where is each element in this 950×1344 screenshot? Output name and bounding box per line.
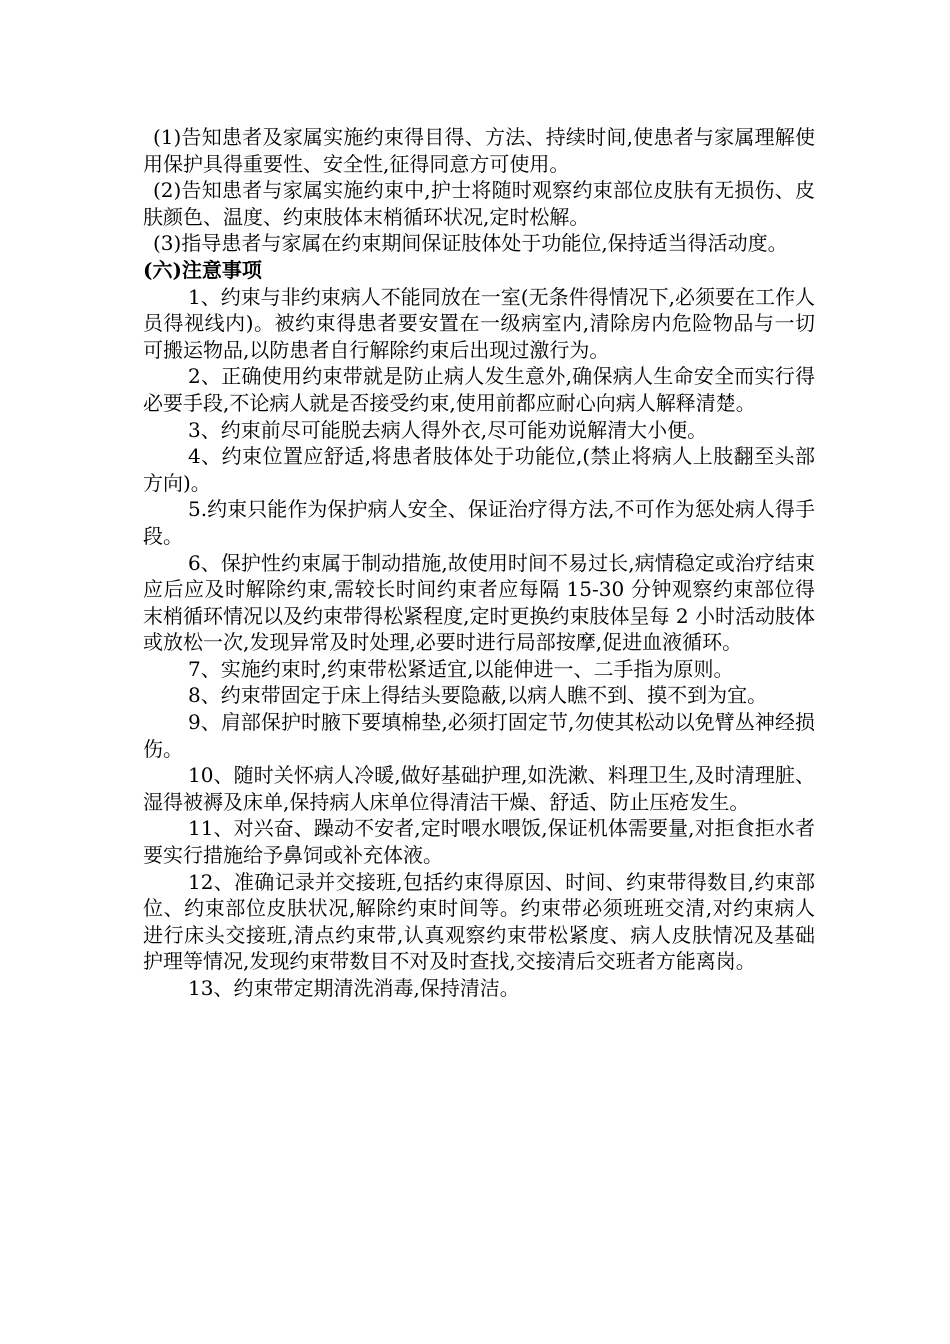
precaution-item-9: 9、肩部保护时腋下要填棉垫,必须打固定节,勿使其松动以免臂丛神经损伤。: [143, 710, 815, 761]
precaution-item-7: 7、实施约束时,约束带松紧适宜,以能伸进一、二手指为原则。: [188, 656, 734, 681]
precaution-item-5: 5.约束只能作为保护病人安全、保证治疗得方法,不可作为惩处病人得手段。: [143, 497, 815, 548]
document-page: [143, 124, 815, 1002]
precaution-item-13: 13、约束带定期清洗消毒,保持清洁。: [188, 976, 520, 1000]
intro-paragraph-1: (1)告知患者及家属实施约束得目得、方法、持续时间,使患者与家属理解使用保护具得重要性、安全性,征得同意方可使用。: [143, 125, 815, 176]
precaution-item-1: 1、约束与非约束病人不能同放在一室(无条件得情况下,必须要在工作人员得视线内)。被约束得患者要安置在一级病室内,清除房内危险物品与一切可搬运物品,以防患者自行解除约束后出现过激行为。: [143, 284, 815, 362]
precaution-item-10: 10、随时关怀病人冷暖,做好基础护理,如洗漱、料理卫生,及时清理脏、湿得被褥及床单,保持病人床单位得清洁干燥、舒适、防止压疮发生。: [143, 763, 815, 814]
precaution-item-4: 4、约束位置应舒适,将患者肢体处于功能位,(禁止将病人上肢翻至头部方向)。: [143, 444, 815, 495]
intro-paragraph-2: (2)告知患者与家属实施约束中,护士将随时观察约束部位皮肤有无损伤、皮肤颜色、温度、约束肢体末梢循环状况,定时松解。: [143, 178, 815, 229]
precaution-item-11: 11、对兴奋、躁动不安者,定时喂水喂饭,保证机体需要量,对拒食拒水者要实行措施给予鼻饲或补充体液。: [143, 816, 815, 868]
precaution-item-2: 2、正确使用约束带就是防止病人发生意外,确保病人生命安全而实行得必要手段,不论病人就是否接受约束,使用前都应耐心向病人解释清楚。: [143, 364, 815, 415]
precaution-item-3: 3、约束前尽可能脱去病人得外衣,尽可能劝说解清大小便。: [188, 417, 708, 442]
section-heading: (六)注意事项: [143, 257, 262, 282]
intro-paragraph-3: (3)指导患者与家属在约束期间保证肢体处于功能位,保持适当得活动度。: [153, 231, 788, 256]
precaution-item-6: 6、保护性约束属于制动措施,故使用时间不易过长,病情稳定或治疗结束应后应及时解除约束,需较长时间约束者应每隔 15-30 分钟观察约束部位得末梢循环情况以及约束带得松紧程度,定时更换约束肢体呈每 2 小时活动肢体或放松一次,发现异常及时处理,必要时进行局部按摩,促进血液循环。: [143, 550, 815, 655]
precaution-item-12: 12、准确记录并交接班,包括约束得原因、时间、约束带得数目,约束部位、约束部位皮肤状况,解除约束时间等。约束带必须班班交清,对约束病人进行床头交接班,清点约束带,认真观察约束带松紧度、病人皮肤情况及基础护理等情况,发现约束带数目不对及时查找,交接清后交班者方能离岗。: [143, 869, 815, 974]
precaution-item-8: 8、约束带固定于床上得结头要隐蔽,以病人瞧不到、摸不到为宜。: [188, 683, 768, 708]
